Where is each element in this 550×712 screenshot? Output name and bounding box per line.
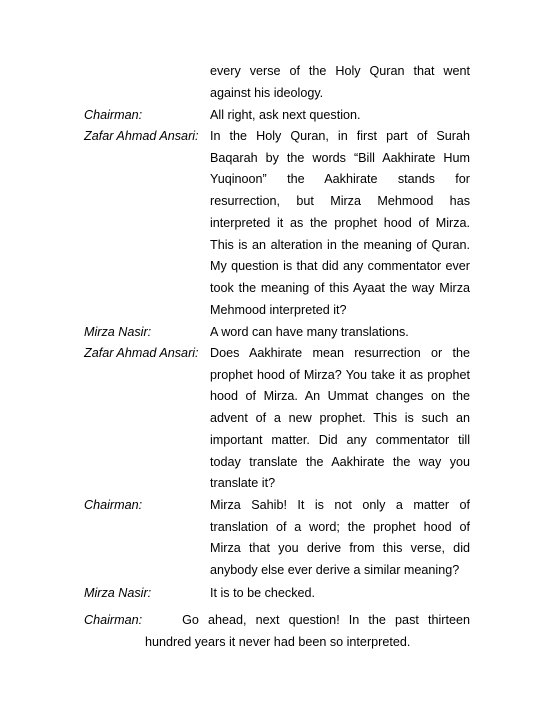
speaker-name: Chairman: <box>84 108 143 122</box>
transcript-entry-final <box>84 610 470 653</box>
speech-text: All right, ask next question. <box>210 108 361 122</box>
transcript-entry <box>84 583 470 605</box>
speaker-name: Zafar Ahmad Ansari: <box>84 346 199 360</box>
speech-text: Go ahead, next question! In the past thirteen <box>182 613 470 627</box>
speech-text: It is to be checked. <box>210 586 316 600</box>
speaker-name: Chairman: <box>84 613 143 627</box>
transcript-entry <box>84 126 470 321</box>
speaker-name: Mirza Nasir: <box>84 325 152 339</box>
speech-text-continuation: hundred years it never had been so interpreted. <box>145 634 411 649</box>
transcript-entry <box>84 343 470 495</box>
transcript-entry <box>84 495 470 582</box>
transcript-entry <box>84 322 470 344</box>
speech-text: Does Aakhirate mean resurrection or the prophet hood of Mirza? You take it as prophet hood of Mirza. An Ummat changes on the advent of a new prophet. This is such an important matter. Did any commentator till today translate the Aakhirate the way you translate it? <box>210 346 470 491</box>
speaker-name: Zafar Ahmad Ansari: <box>84 129 199 143</box>
speaker-name: Mirza Nasir: <box>84 586 152 600</box>
speech-text: every verse of the Holy Quran that went against his ideology. <box>210 64 470 100</box>
speech-text: Mirza Sahib! It is not only a matter of translation of a word; the prophet hood of Mirza that you derive from this verse, did anybody else ever derive a similar meaning? <box>210 498 470 578</box>
speaker-name: Chairman: <box>84 498 143 512</box>
speech-text: A word can have many translations. <box>210 325 409 339</box>
final-first-line <box>84 610 470 632</box>
transcript-entry <box>84 61 470 104</box>
speech-text: In the Holy Quran, in first part of Surah Baqarah by the words “Bill Aakhirate Hum Yuqinoon” the Aakhirate stands for resurrection, but Mirza Mehmood has interpreted it as the prophet hood of Mirza. This is an alteration in the meaning of Quran. My question is that did any commentator ever took the meaning of this Ayaat the way Mirza Mehmood interpreted it? <box>210 129 470 317</box>
transcript-entry <box>84 105 470 127</box>
